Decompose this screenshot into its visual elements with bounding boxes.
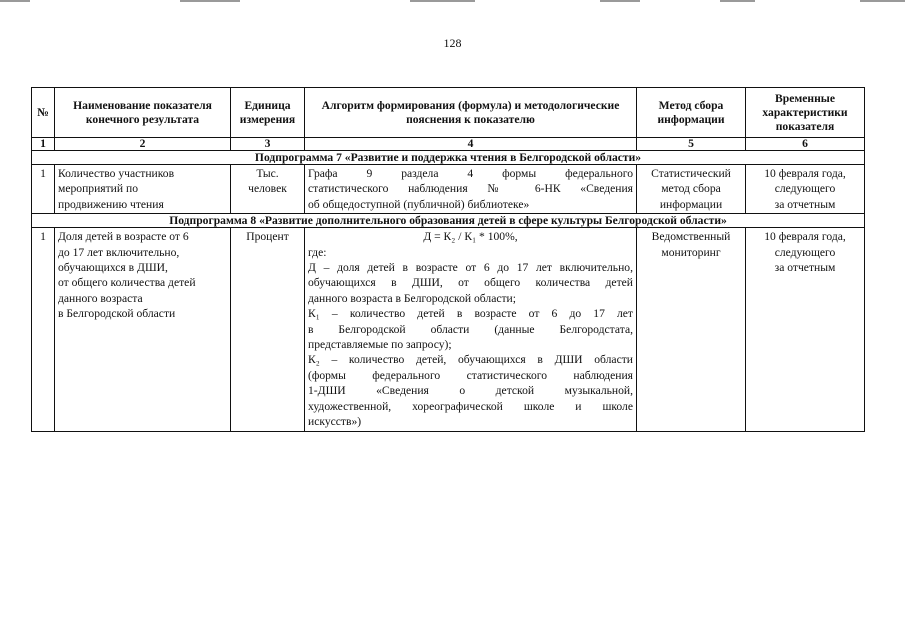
scan-border-mark [180,0,240,2]
indicator-table [31,87,865,432]
scan-border-mark [600,0,640,2]
text-line: (формы федерального статистического наблюдения [308,368,633,382]
text-line: Доля детей в возрасте от 6 [58,230,189,244]
text-line: до 17 лет включительно, [58,245,180,259]
algorithm-description [305,228,637,431]
scan-border-mark [0,0,30,2]
column-number: 5 [637,138,746,151]
time-characteristics [746,228,865,431]
text-line: К₁ – количество детей в возрасте от 6 до 17 лет [308,307,633,321]
text-line: 10 февраля года, [764,230,846,244]
scan-border-mark [860,0,905,2]
column-number: 2 [55,138,231,151]
text-line: следующего [774,182,836,196]
text-line: мероприятий по [58,182,138,196]
text-line: где: [308,245,327,259]
subprogram-8-title: Подпрограмма 8 «Развитие дополнительного образования детей в сфере культуры Белгородской области» [32,214,865,228]
subprogram-7-title: Подпрограмма 7 «Развитие и поддержка чтения в Белгородской области» [32,151,865,165]
subprogram-7-title-row [32,151,865,165]
text-line: следующего [774,245,836,259]
text-line: Д – доля детей в возрасте от 6 до 17 лет включительно, [308,261,633,275]
page-number: 128 [443,36,462,50]
collection-method [637,165,746,214]
text-line: Графа 9 раздела 4 формы федерального [308,167,633,180]
text-line: продвижению чтения [58,197,164,211]
text-line: данного возраста в Белгородской области; [308,291,516,305]
text-line: в Белгородской области [58,307,176,321]
text-line: человек [248,182,287,196]
text-line: Статистический [651,167,731,180]
unit-of-measure [231,165,305,214]
unit-of-measure: Процент [231,228,305,431]
formula: Д = К₂ / К₁ * 100%, [423,230,518,244]
text-line: метод сбора [661,182,721,196]
text-line: Количество участников [58,167,175,180]
header-cell-indicator-name: Наименование показателя конечного результата [55,88,231,138]
text-line: искусств») [308,415,362,429]
indicator-name [55,228,231,431]
header-cell-number: № [32,88,55,138]
text-line: Тыс. [256,167,279,180]
text-line: художественной, хореографической школе и школе [308,399,633,413]
text-line: об общедоступной (публичной) библиотеке» [308,197,530,211]
scan-border-mark [720,0,755,2]
text-line: представляемые по запросу); [308,338,452,352]
header-cell-unit: Единица измерения [231,88,305,138]
column-number-row [32,138,865,151]
text-line: мониторинг [661,245,721,259]
text-line: обучающихся в ДШИ, от общего количества детей [308,276,633,290]
scan-border-mark [410,0,475,2]
row-number: 1 [32,228,55,431]
row-number: 1 [32,165,55,214]
text-line: в Белгородской области (данные Белгородстата, [308,322,633,336]
column-number: 4 [305,138,637,151]
table-header-row [32,88,865,138]
text-line: К₂ – количество детей, обучающихся в ДШИ области [308,353,633,367]
collection-method [637,228,746,431]
algorithm-description [305,165,637,214]
text-line: обучающихся в ДШИ, [58,261,168,275]
text-line: информации [659,197,723,211]
time-characteristics [746,165,865,214]
text-line: за отчетным [774,197,836,211]
indicator-name [55,165,231,214]
header-cell-timing: Временные характеристики показателя [746,88,865,138]
column-number: 3 [231,138,305,151]
table-row [32,165,865,214]
subprogram-8-title-row [32,214,865,228]
table-row [32,228,865,431]
column-number: 1 [32,138,55,151]
text-line: статистического наблюдения № 6-НК «Сведения [308,182,633,196]
text-line: 10 февраля года, [764,167,846,180]
header-cell-method: Метод сбора информации [637,88,746,138]
header-cell-algorithm: Алгоритм формирования (формула) и методологические пояснения к показателю [305,88,637,138]
column-number: 6 [746,138,865,151]
text-line: Ведомственный [651,230,731,244]
text-line: 1-ДШИ «Сведения о детской музыкальной, [308,384,633,398]
text-line: данного возраста [58,291,143,305]
text-line: за отчетным [774,261,836,275]
text-line: от общего количества детей [58,276,196,290]
